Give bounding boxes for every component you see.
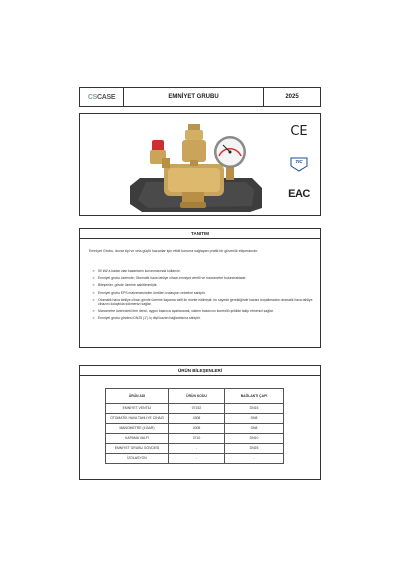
feature-item: ➢ Otomatik hava tahliye cihazı gövde üzerine kapama valfi ile monte edilmiştir, bu sayede gerektiğinde kazanı boşaltmadan otomatik hava tahliye cihazını kolaylıkla sökmenizi sağlar. xyxy=(92,298,314,306)
components-title: ÜRÜN BİLEŞENLERİ xyxy=(80,366,320,376)
cell-code: - xyxy=(169,454,225,464)
cell-name: MANOMETRE (4 BAR) xyxy=(106,424,169,434)
cell-diameter: DN10 xyxy=(225,434,284,444)
ce-mark-icon: CE xyxy=(290,124,308,139)
table-row xyxy=(106,404,284,414)
brand-logo xyxy=(80,88,124,106)
cell-diameter: DN15 xyxy=(225,404,284,414)
column-header-diameter: BAĞLANTI ÇAPI xyxy=(225,389,284,404)
tic-certification-icon: TIC xyxy=(284,156,314,172)
cell-name: EMNİYET VENTİLİ xyxy=(106,404,169,414)
introduction-section xyxy=(79,228,321,348)
cell-name: KAPAMA VALFİ xyxy=(106,434,169,444)
feature-item: ➢ Bileşenler, gövde üzerine sabitlenmiştir. xyxy=(92,283,314,287)
table-row xyxy=(106,454,284,464)
feature-item: ➢ 50 kW a kadar olan kazanların korunmasında kullanılır. xyxy=(92,269,314,273)
introduction-text: Emniyet Grubu, duvar tipi ve orta güçlü kazanlar için etkili koruma sağlayan pratik bir güvenlik ekipmanıdır. xyxy=(89,249,259,253)
table-header-row xyxy=(106,389,284,404)
cell-diameter: DN8 xyxy=(225,424,284,434)
certification-marks xyxy=(284,122,314,212)
introduction-title: TANITIM xyxy=(80,229,320,239)
cell-name: EMNİYET GRUBU GÖVDESİ xyxy=(106,444,169,454)
cell-name: OTOMATİK HAVA TAHLİYE CİHAZI xyxy=(106,414,169,424)
feature-list xyxy=(92,269,314,324)
feature-item: ➢ Emniyet grubu gövdesi DN25 (1") iç dişli kazan bağlantısına sahiptir. xyxy=(92,316,314,320)
product-image-panel xyxy=(79,113,321,216)
product-photo xyxy=(102,116,282,214)
components-table xyxy=(105,388,284,464)
logo-part-cs: CS xyxy=(87,93,97,101)
cell-diameter: - xyxy=(225,454,284,464)
components-section xyxy=(79,365,321,480)
document-title: EMNİYET GRUBU xyxy=(124,88,264,106)
column-header-code: ÜRÜN KODU xyxy=(169,389,225,404)
eac-mark-icon: EAC xyxy=(288,188,310,200)
column-header-name: ÜRÜN ADI xyxy=(106,389,169,404)
cell-diameter: DN8 xyxy=(225,414,284,424)
cell-code: 3710 xyxy=(169,434,225,444)
cell-diameter: DN25 xyxy=(225,444,284,454)
cell-code: 07152 xyxy=(169,404,225,414)
cell-code: 4308 xyxy=(169,414,225,424)
cell-name: İZOLASYON xyxy=(106,454,169,464)
feature-item: ➢ Emniyet grubu üzerinde; Otomatik hava tahliye cihazı,emniyet ventili ve manometre bulunmaktadır. xyxy=(92,276,314,280)
table-row xyxy=(106,434,284,444)
table-row xyxy=(106,424,284,434)
table-row xyxy=(106,444,284,454)
feature-item: ➢ Manometre üzerindeki ibre ilerisi; uygun basınca ayarlanarak, sistem basıncını kontrollü şekilde takip etmenizi sağlar. xyxy=(92,309,314,313)
logo-part-case: CASE xyxy=(96,93,116,101)
table-row xyxy=(106,414,284,424)
cell-code: 4008 xyxy=(169,424,225,434)
document-year: 2025 xyxy=(285,94,299,100)
feature-item: ➢ Emniyet grubu EPS malzemesinden üretilen izolasyon ceketine sahiptir. xyxy=(92,291,314,295)
cell-code: - xyxy=(169,444,225,454)
document-header xyxy=(79,87,321,107)
